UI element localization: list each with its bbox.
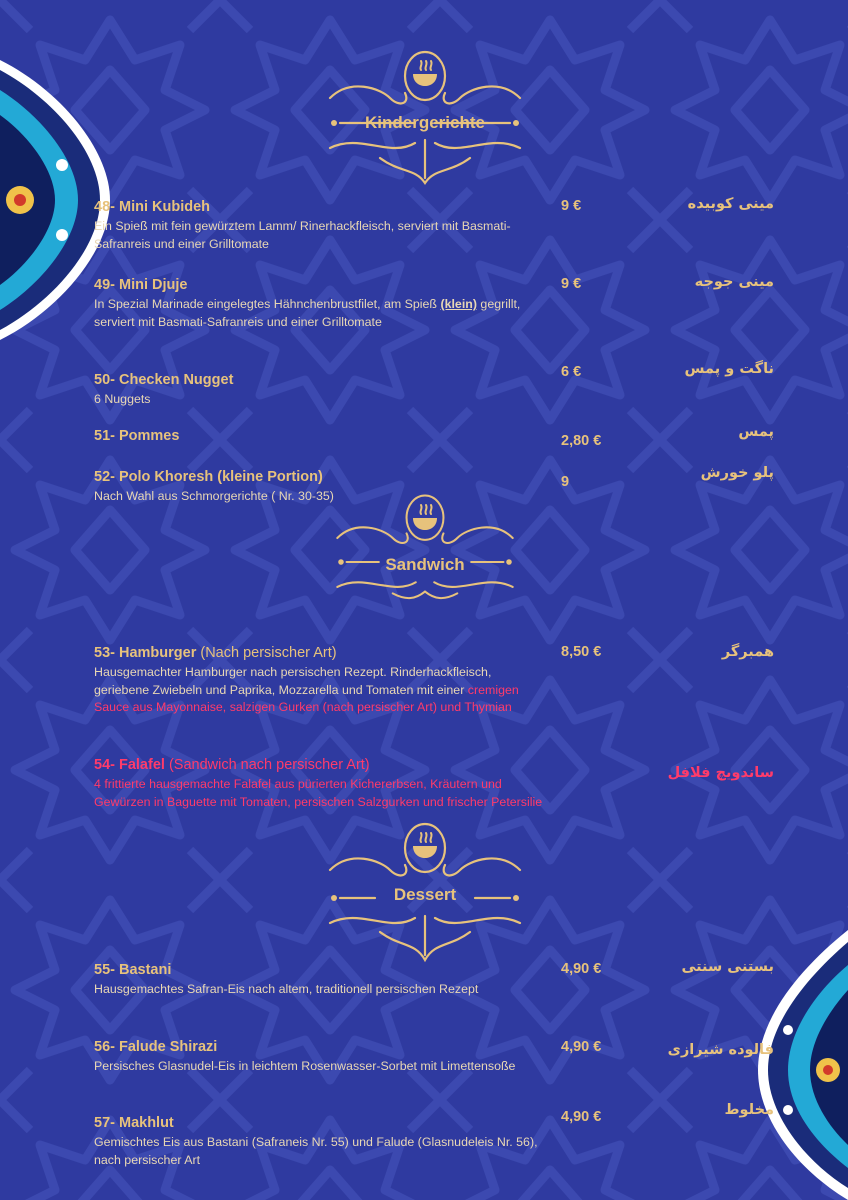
section-header-sandwich [320, 490, 530, 610]
section-title: Sandwich [385, 555, 465, 574]
item-persian-name: مینی جوجه [694, 274, 774, 290]
menu-item [94, 371, 544, 409]
desc-text: Hausgemachter Hamburger nach persischen Rezept. Rinderhackfleisch, geriebene Zwiebeln und Paprika, Mozzarella und Tomaten mit einer [94, 665, 492, 697]
menu-item [94, 1114, 544, 1169]
item-price: 4,90 € [561, 961, 602, 977]
item-title: 53- Hamburger [94, 645, 197, 661]
item-name: 52- Polo Khoresh (kleine Portion) [94, 469, 323, 485]
item-persian-name: فالوده شیرازی [667, 1042, 774, 1058]
desc-emphasis: (klein) [440, 297, 477, 311]
item-price: 9 [561, 474, 570, 490]
item-price: 4,90 € [561, 1109, 602, 1125]
section-header-kindergerichte [320, 48, 530, 188]
menu-item [94, 961, 544, 999]
item-description: Ein Spieß mit fein gewürztem Lamm/ Rinerhackfleisch, serviert mit Basmati-Safranreis und einer Grilltomate [94, 219, 511, 251]
item-price: 6 € [561, 364, 582, 380]
item-name: 48- Mini Kubideh [94, 199, 210, 215]
menu-item [94, 644, 544, 717]
item-name [94, 756, 544, 774]
item-description [94, 664, 544, 717]
item-subtitle: (Sandwich nach persischer Art) [168, 757, 370, 773]
item-description: 6 Nuggets [94, 392, 151, 406]
item-description [94, 296, 544, 331]
item-name: 56- Falude Shirazi [94, 1039, 218, 1055]
item-name: 50- Checken Nugget [94, 372, 234, 388]
item-persian-name: پمس [738, 424, 774, 440]
item-persian-name: ناگت و پمس [684, 361, 774, 377]
item-name [94, 644, 544, 662]
soup-bowl-icon [409, 828, 441, 860]
desc-text: gegrillt, serviert mit Basmati-Safranreis und einer Grilltomate [94, 297, 521, 329]
menu-item [94, 276, 544, 331]
item-persian-name: پلو خورش [700, 465, 774, 481]
item-price: 4,90 € [561, 1039, 602, 1055]
item-description: Hausgemachtes Safran-Eis nach altem, traditionell persischen Rezept [94, 982, 479, 996]
item-persian-name: ساندویچ فلافل [667, 765, 774, 781]
item-persian-name: همبرگر [721, 644, 774, 660]
item-persian-name: مخلوط [724, 1102, 774, 1118]
section-title: Kindergerichte [365, 113, 485, 132]
menu-item [94, 427, 544, 445]
desc-text: In Spezial Marinade eingelegtes Hähnchenbrustfilet, am Spieß [94, 297, 438, 311]
section-header-dessert [320, 820, 530, 965]
soup-bowl-icon [409, 500, 441, 532]
item-name: 57- Makhlut [94, 1115, 174, 1131]
item-description: 4 frittierte hausgemachte Falafel aus pürierten Kichererbsen, Kräutern und Gewürzen in Baguette mit Tomaten, persischen Salzgurken und frischer Petersilie [94, 777, 543, 809]
item-persian-name: بستنی سنتی [681, 959, 774, 975]
item-persian-name: مینی کوبیده [687, 196, 774, 212]
item-description: Persisches Glasnudel-Eis in leichtem Rosenwasser-Sorbet mit Limettensoße [94, 1059, 516, 1073]
item-description: Nach Wahl aus Schmorgerichte ( Nr. 30-35) [94, 489, 334, 503]
item-subtitle: (Nach persischer Art) [200, 645, 337, 661]
menu-item [94, 756, 544, 811]
section-title: Dessert [393, 885, 457, 904]
item-name: 49- Mini Djuje [94, 277, 188, 293]
item-name: 55- Bastani [94, 962, 172, 978]
item-price: 2,80 € [561, 433, 602, 449]
item-price: 9 € [561, 198, 582, 214]
item-title: 54- Falafel [94, 757, 165, 773]
item-price: 9 € [561, 276, 582, 292]
menu-item [94, 198, 544, 253]
soup-bowl-icon [409, 56, 441, 88]
item-description: Gemischtes Eis aus Bastani (Safraneis Nr. 55) und Falude (Glasnudeleis Nr. 56), nach persischer Art [94, 1135, 538, 1167]
item-name: 51- Pommes [94, 428, 180, 444]
item-price: 8,50 € [561, 644, 602, 660]
menu-item [94, 1038, 544, 1076]
desc-highlight: cremigen Sauce aus Mayonnaise, salzigen Gurken (nach persischer Art) und Thymian [94, 682, 519, 714]
